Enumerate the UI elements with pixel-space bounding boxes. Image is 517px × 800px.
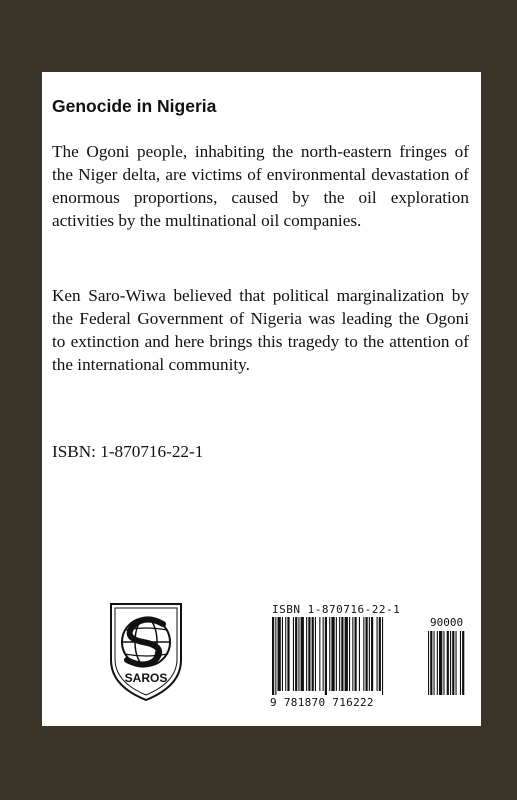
barcode-bar xyxy=(319,617,320,691)
barcode-ean-digits: 9 781870 716222 xyxy=(270,696,374,709)
barcode-bar xyxy=(352,617,353,691)
back-cover-panel xyxy=(42,72,481,726)
barcode-addon-bar xyxy=(460,631,461,695)
barcode-bars xyxy=(268,617,480,697)
barcode-bar xyxy=(293,617,294,691)
barcode-bar xyxy=(341,617,343,691)
barcode-bar xyxy=(377,617,378,691)
barcode-bar xyxy=(366,617,368,691)
barcode-addon-bar xyxy=(437,631,438,695)
barcode-bar xyxy=(382,617,383,695)
barcode xyxy=(268,603,480,713)
barcode-bar xyxy=(371,617,373,691)
barcode-addon-bar xyxy=(434,631,435,695)
barcode-bar xyxy=(329,617,330,691)
barcode-bar xyxy=(306,617,307,691)
barcode-bar xyxy=(312,617,314,691)
barcode-bar xyxy=(315,617,316,691)
barcode-bar xyxy=(287,617,289,691)
blurb-paragraph-2: Ken Saro-Wiwa believed that political marginalization by the Federal Government of Nigeria was leading the Ogoni to extinction and here brings this tragedy to the attention of the international community. xyxy=(52,286,469,374)
barcode-addon-bar xyxy=(430,631,432,695)
publisher-logo xyxy=(107,602,185,702)
barcode-bar xyxy=(275,617,276,695)
barcode-addon-bar xyxy=(447,631,449,695)
barcode-addon-bar xyxy=(443,631,444,695)
barcode-addon-bar xyxy=(439,631,442,695)
barcode-bar xyxy=(339,617,340,691)
barcode-bar xyxy=(363,617,364,691)
barcode-bar xyxy=(285,617,286,691)
barcode-addon-bar xyxy=(456,631,457,695)
barcode-bar xyxy=(325,617,327,695)
barcode-bar xyxy=(379,617,381,691)
barcode-addon-bar xyxy=(452,631,454,695)
barcode-bar xyxy=(349,617,350,691)
logo-label: SAROS xyxy=(124,671,168,685)
barcode-bar xyxy=(298,617,299,691)
barcode-bar xyxy=(272,617,274,695)
blurb-paragraph-1: The Ogoni people, inhabiting the north-eastern fringes of the Niger delta, are victims of environmental devastation of enormous proportions, caused by the oil exploration activities by the multinational oil companies. xyxy=(52,142,469,230)
barcode-bar xyxy=(359,617,360,691)
book-title: Genocide in Nigeria xyxy=(52,96,217,116)
barcode-addon-digits: 90000 xyxy=(430,616,464,629)
barcode-addon-bar xyxy=(428,631,429,695)
barcode-bar xyxy=(295,617,297,691)
barcode-bar xyxy=(331,617,334,691)
barcode-bar xyxy=(355,617,357,691)
barcode-bar xyxy=(345,617,348,691)
barcode-bar xyxy=(282,617,283,691)
barcode-bar xyxy=(301,617,304,691)
barcode-bar xyxy=(308,617,310,691)
barcode-isbn-text: ISBN 1-870716-22-1 xyxy=(272,603,401,616)
barcode-bar xyxy=(369,617,370,691)
barcode-bar xyxy=(278,617,281,691)
barcode-bar xyxy=(323,617,324,691)
barcode-addon-bar xyxy=(462,631,464,695)
isbn-text: ISBN: 1-870716-22-1 xyxy=(52,442,204,461)
barcode-addon-bar xyxy=(450,631,451,695)
barcode-bar xyxy=(336,617,337,691)
